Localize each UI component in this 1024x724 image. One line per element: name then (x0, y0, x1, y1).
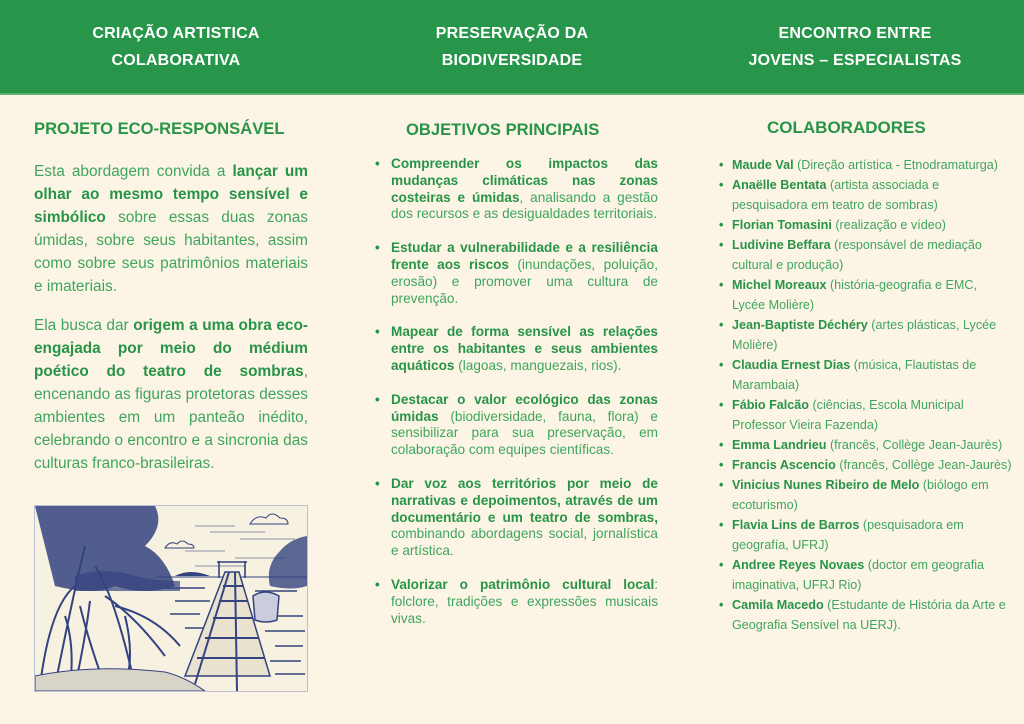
collaborator-name: Claudia Ernest Dias (732, 358, 851, 372)
header-title-line: COLABORATIVA (111, 52, 241, 69)
collaborator-name: Michel Moreaux (732, 278, 827, 292)
objective-bold: Estudar a vulnerabilidade e a resiliência frente aos riscos (391, 240, 658, 272)
collaborator-name: Anaëlle Bentata (732, 178, 827, 192)
mangrove-illustration (34, 505, 308, 692)
paragraph-text: , encenando as figuras protetoras desses ambientes em um panteão inédito, celebrando o encontro e a sincronia das culturas franco-brasileiras. (34, 363, 308, 472)
objective-bold: Valorizar o patrimônio cultural local (391, 576, 655, 592)
paragraph-emphasis: lançar um olhar ao mesmo tempo sensível e simbólico (34, 163, 308, 226)
collaborator-name: Flavia Lins de Barros (732, 518, 860, 532)
objective-text: (biodiversidade, fauna, flora) e sensibilizar para sua preservação, em colaboração com equipes científicas. (391, 408, 658, 458)
collaborator-name: Ludivine Beffara (732, 238, 831, 252)
collaborator-role: (realização e vídeo) (831, 218, 946, 232)
project-paragraph-1 (34, 160, 308, 298)
collaborator-name: Camila Macedo (732, 598, 824, 612)
collaborator-role: (biólogo em ecoturismo) (732, 478, 989, 512)
collaborator-role: (Estudante de História da Arte e Geografia Sensível na UERJ). (732, 598, 1006, 632)
collaborator-role: (francês, Collège Jean-Jaurès) (835, 458, 1012, 472)
collaborator-role: (francês, Collège Jean-Jaurès) (826, 438, 1003, 452)
collaborator-role: (música, Flautistas de Marambaia) (732, 358, 977, 392)
collaborator-item (716, 215, 1012, 235)
objective-item (372, 577, 658, 627)
objective-text: (inundações, poluição, erosão) e promover uma cultura de prevenção. (391, 256, 659, 306)
project-paragraph-2 (34, 314, 308, 475)
paragraph-emphasis: origem a uma obra eco-engajada por meio do médium poético do teatro de sombras (34, 317, 309, 380)
objectives-list (372, 156, 658, 644)
collaborator-item (716, 155, 1012, 175)
collaborator-item (716, 515, 1012, 555)
collaborator-name: Vinicius Nunes Ribeiro de Melo (732, 478, 920, 492)
header-title-line: JOVENS – ESPECIALISTAS (748, 52, 962, 69)
collaborator-role: (ciências, Escola Municipal Professor Vieira Fazenda) (732, 398, 964, 432)
collaborator-name: Fábio Falcão (732, 398, 809, 412)
header-column-creation (26, 20, 326, 74)
header-banner (0, 0, 1024, 95)
header-column-meeting (705, 20, 1005, 74)
collaborator-role: (história-geografia e EMC, Lycée Molière) (732, 278, 977, 312)
collaborators-list (716, 155, 1012, 635)
header-column-biodiversity (362, 20, 662, 74)
collaborator-role: (artista associada e pesquisadora em teatro de sombras) (732, 178, 940, 212)
collaborator-name: Jean-Baptiste Déchéry (732, 318, 868, 332)
collaborator-role: (responsável de mediação cultural e produção) (732, 238, 982, 272)
collaborator-item (716, 275, 1012, 315)
collaborator-name: Andree Reyes Novaes (732, 558, 865, 572)
objective-item (372, 392, 658, 459)
collaborator-role: (artes plásticas, Lycée Molière) (732, 318, 997, 352)
objective-bold: Destacar o valor ecológico das zonas úmidas (391, 391, 658, 424)
collaborator-name: Emma Landrieu (732, 438, 827, 452)
paragraph-text: Ela busca dar (34, 317, 134, 334)
collaborators-title: COLABORADORES (767, 118, 926, 137)
collaborator-item (716, 355, 1012, 395)
paragraph-text: sobre essas duas zonas úmidas, sobre seus habitantes, assim como sobre seus patrimônios materiais e imateriais. (34, 209, 308, 295)
collaborator-role: (doctor em geografia imaginativa, UFRJ Rio) (732, 558, 985, 592)
project-title: PROJETO ECO-RESPONSÁVEL (34, 119, 285, 138)
collaborator-role: (Direção artística - Etnodramaturga) (793, 158, 998, 172)
paragraph-text: Esta abordagem convida a (34, 163, 233, 180)
objective-text: , analisando a gestão dos recursos e as desigualdades territoriais. (391, 189, 658, 222)
collaborator-role: (pesquisadora em geografía, UFRJ) (732, 518, 964, 552)
objective-item (372, 476, 658, 560)
header-title-line: PRESERVAÇÃO DA (435, 25, 589, 42)
mangrove-pier-engraving-image (35, 506, 307, 691)
collaborator-item (716, 595, 1012, 635)
objective-item (372, 240, 658, 307)
collaborator-item (716, 435, 1012, 455)
objective-text: (lagoas, manguezais, rios). (454, 357, 622, 373)
collaborator-item (716, 395, 1012, 435)
objective-bold: Compreender os impactos das mudanças climáticas nas zonas costeiras e úmidas (391, 156, 658, 205)
objective-bold: Dar voz aos territórios por meio de narrativas e depoimentos, através de um documentário e um teatro de sombras, (391, 475, 658, 525)
objective-text: combinando abordagens social, jornalística e artística. (391, 526, 658, 559)
collaborator-item (716, 455, 1012, 475)
collaborator-name: Florian Tomasini (732, 218, 832, 232)
collaborator-name: Maude Val (732, 158, 794, 172)
header-title-line: ENCONTRO ENTRE (778, 25, 932, 42)
collaborator-item (716, 315, 1012, 355)
objective-item (372, 324, 658, 374)
collaborator-item (716, 235, 1012, 275)
collaborator-item (716, 475, 1012, 515)
objective-item (372, 156, 658, 223)
header-title-line: BIODIVERSIDADE (441, 52, 583, 69)
collaborator-item (716, 555, 1012, 595)
objectives-title: OBJETIVOS PRINCIPAIS (406, 120, 600, 139)
header-title-line: CRIAÇÃO ARTISTICA (92, 25, 260, 42)
objective-text: : folclore, tradições e expressões musicais vivas. (391, 576, 658, 626)
objective-bold: Mapear de forma sensível as relações entre os habitantes e seus ambientes aquáticos (391, 324, 658, 373)
collaborator-item (716, 175, 1012, 215)
collaborator-name: Francis Ascencio (732, 458, 836, 472)
